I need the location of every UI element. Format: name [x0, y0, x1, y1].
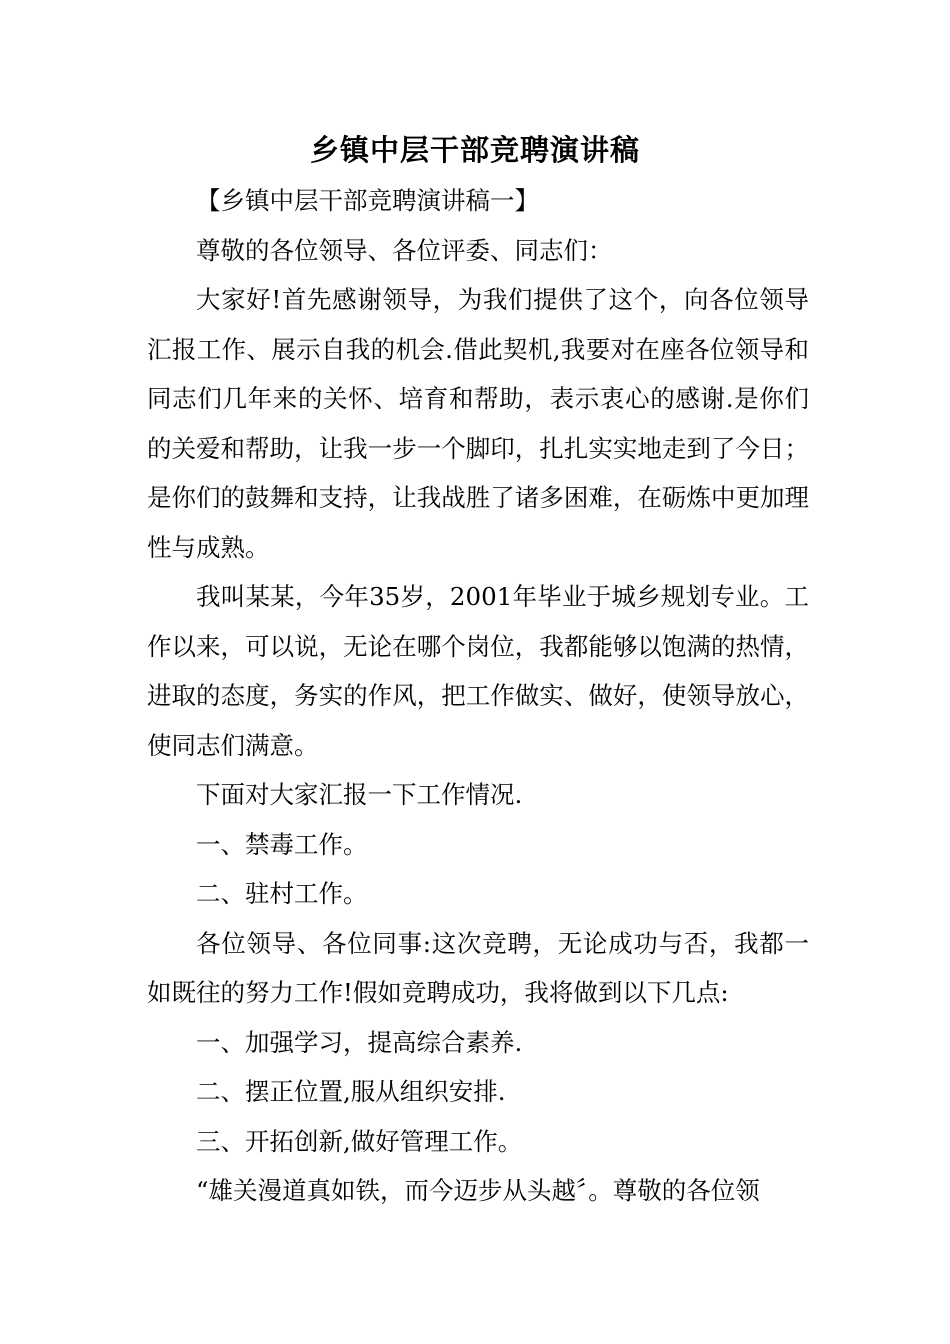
salutation: 尊敬的各位领导、各位评委、同志们： — [196, 235, 613, 265]
list-item: 一、加强学习，提高综合素养. — [196, 1027, 523, 1057]
document-title: 乡镇中层干部竞聘演讲稿 — [309, 133, 640, 167]
paragraph: 下面对大家汇报一下工作情况. — [196, 780, 523, 809]
section-heading: 【乡镇中层干部竞聘演讲稿一】 — [196, 186, 539, 215]
list-item: 二、驻村工作。 — [196, 879, 368, 908]
list-item: 三、开拓创新,做好管理工作。 — [196, 1126, 523, 1156]
paragraph: 大家好!首先感谢领导，为我们提供了这个，向各位领导汇报工作、展示自我的机会.借此契机,我要对在座各位领导和同志们几年来的关怀、培育和帮助，表示衷心的感谢.是你们的关爱和帮助，让我一步一个脚印，扎扎实实地走到了今日；是你们的鼓舞和支持，让我战胜了诸多困难，在砺炼中更加理性与成熟。 — [147, 285, 809, 562]
paragraph: “雄关漫道真如铁，而今迈步从头越〞。尊敬的各位领 — [196, 1176, 760, 1205]
paragraph: 各位领导、各位同事:这次竞聘，无论成功与否，我都一如既往的努力工作!假如竞聘成功，我将做到以下几点: — [147, 928, 809, 1007]
list-item: 一、禁毒工作。 — [196, 829, 368, 859]
document-body — [147, 176, 809, 1216]
paragraph: 我叫某某，今年35岁，2001年毕业于城乡规划专业。工作以来，可以说，无论在哪个岗位，我都能够以饱满的热情，进取的态度，务实的作风，把工作做实、做好，使领导放心，使同志们满意。 — [147, 582, 809, 760]
list-item: 二、摆正位置,服从组织安排. — [196, 1077, 506, 1106]
